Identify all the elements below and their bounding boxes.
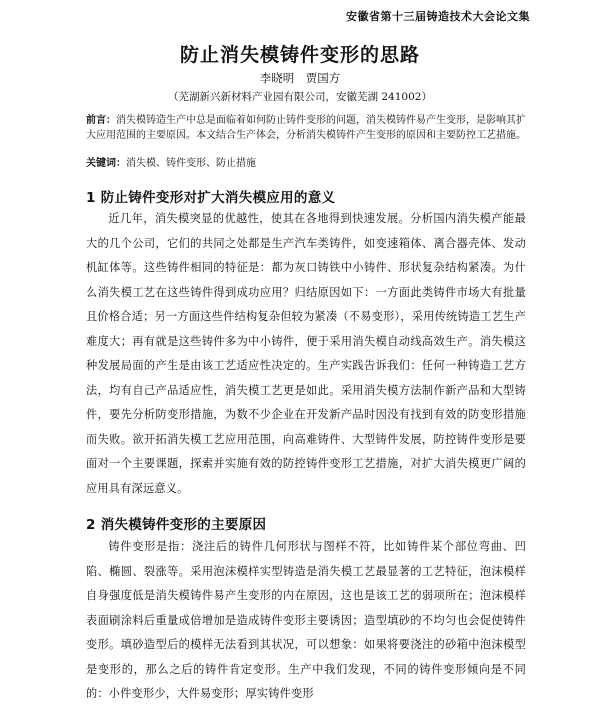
keywords-label: 关键词： xyxy=(86,158,126,169)
abstract-text: 消失模铸造生产中总是面临着如何防止铸件变形的问题，消失模铸件易产生变形，是影响其扩大应用范围的主要原因。本文结合生产体会，分析消失模铸件产生变形的原因和主要防控工艺措施。 xyxy=(86,115,526,141)
keywords xyxy=(86,157,526,171)
authors: 李晓明 贾国方 xyxy=(259,71,341,85)
section-1-paragraph: 近几年，消失模突显的优越性，使其在各地得到快速发展。分析国内消失模产能最大的几个公司，它们的共同之处都是生产汽车类铸件，如变速箱体、离合器壳体、发动机缸体等。这些铸件相同的特征是：都为灰口铸铁中小铸件、形状复杂结构紧凑。为什么消失模工艺在这些铸件得到成功应用？归结原因如下：一方面此类铸件市场大有批量且价格合适；另一方面这些件结构复杂但较为紧凑（不易变形），采用传统铸造工艺生产难度大；再有就是这些铸件多为中小铸件，便于采用消失模自动线高效生产。消失模这种发展局面的产生是由该工艺适应性决定的。生产实践告诉我们：任何一种铸造工艺方法，均有自己产品适应性，消失模工艺更是如此。采用消失模方法制作新产品和大型铸件，要先分析防变形措施，为数不少企业在开发新产品时因没有找到有效的防变形措施而失败。欲开拓消失模工艺应用范围，向高难铸件、大型铸件发展，防控铸件变形是要面对一个主要课题，探索并实施有效的防控铸件变形工艺措施，对扩大消失模更广阔的应用具有深远意义。 xyxy=(86,212,526,495)
section-2-heading: 2 消失模铸件变形的主要原因 xyxy=(86,517,267,533)
abstract xyxy=(86,113,526,143)
section-1-heading: 1 防止铸件变形对扩大消失模应用的意义 xyxy=(86,190,336,206)
abstract-label: 前言： xyxy=(86,115,116,126)
affiliation: （芜湖新兴新材料产业园有限公司，安徽芜湖 241002） xyxy=(168,91,432,103)
paper-title: 防止消失模铸件变形的思路 xyxy=(179,44,420,66)
running-head: 安徽省第十三届铸造技术大会论文集 xyxy=(346,10,530,23)
section-2-paragraph: 铸件变形是指：浇注后的铸件几何形状与图样不符，比如铸件某个部位弯曲、凹陷、椭圆、裂涨等。采用泡沫模样实型铸造是消失模工艺最显著的工艺特征，泡沫模样自身强度低是消失模铸件易产生变形的内在原因，这也是该工艺的弱项所在；泡沫模样表面刷涂料后重量成倍增加是造成铸件变形主要诱因；造型填砂的不均匀也会促使铸件变形。填砂造型后的模样无法看到其状况，可以想象：如果将要浇注的砂箱中泡沫模型是变形的，那么之后的铸件肯定变形。生产中我们发现，不同的铸件变形倾向是不同的：小件变形少，大件易变形；厚实铸件变形 xyxy=(86,540,526,700)
keywords-text: 消失模、铸件变形、防止措施 xyxy=(126,158,256,169)
